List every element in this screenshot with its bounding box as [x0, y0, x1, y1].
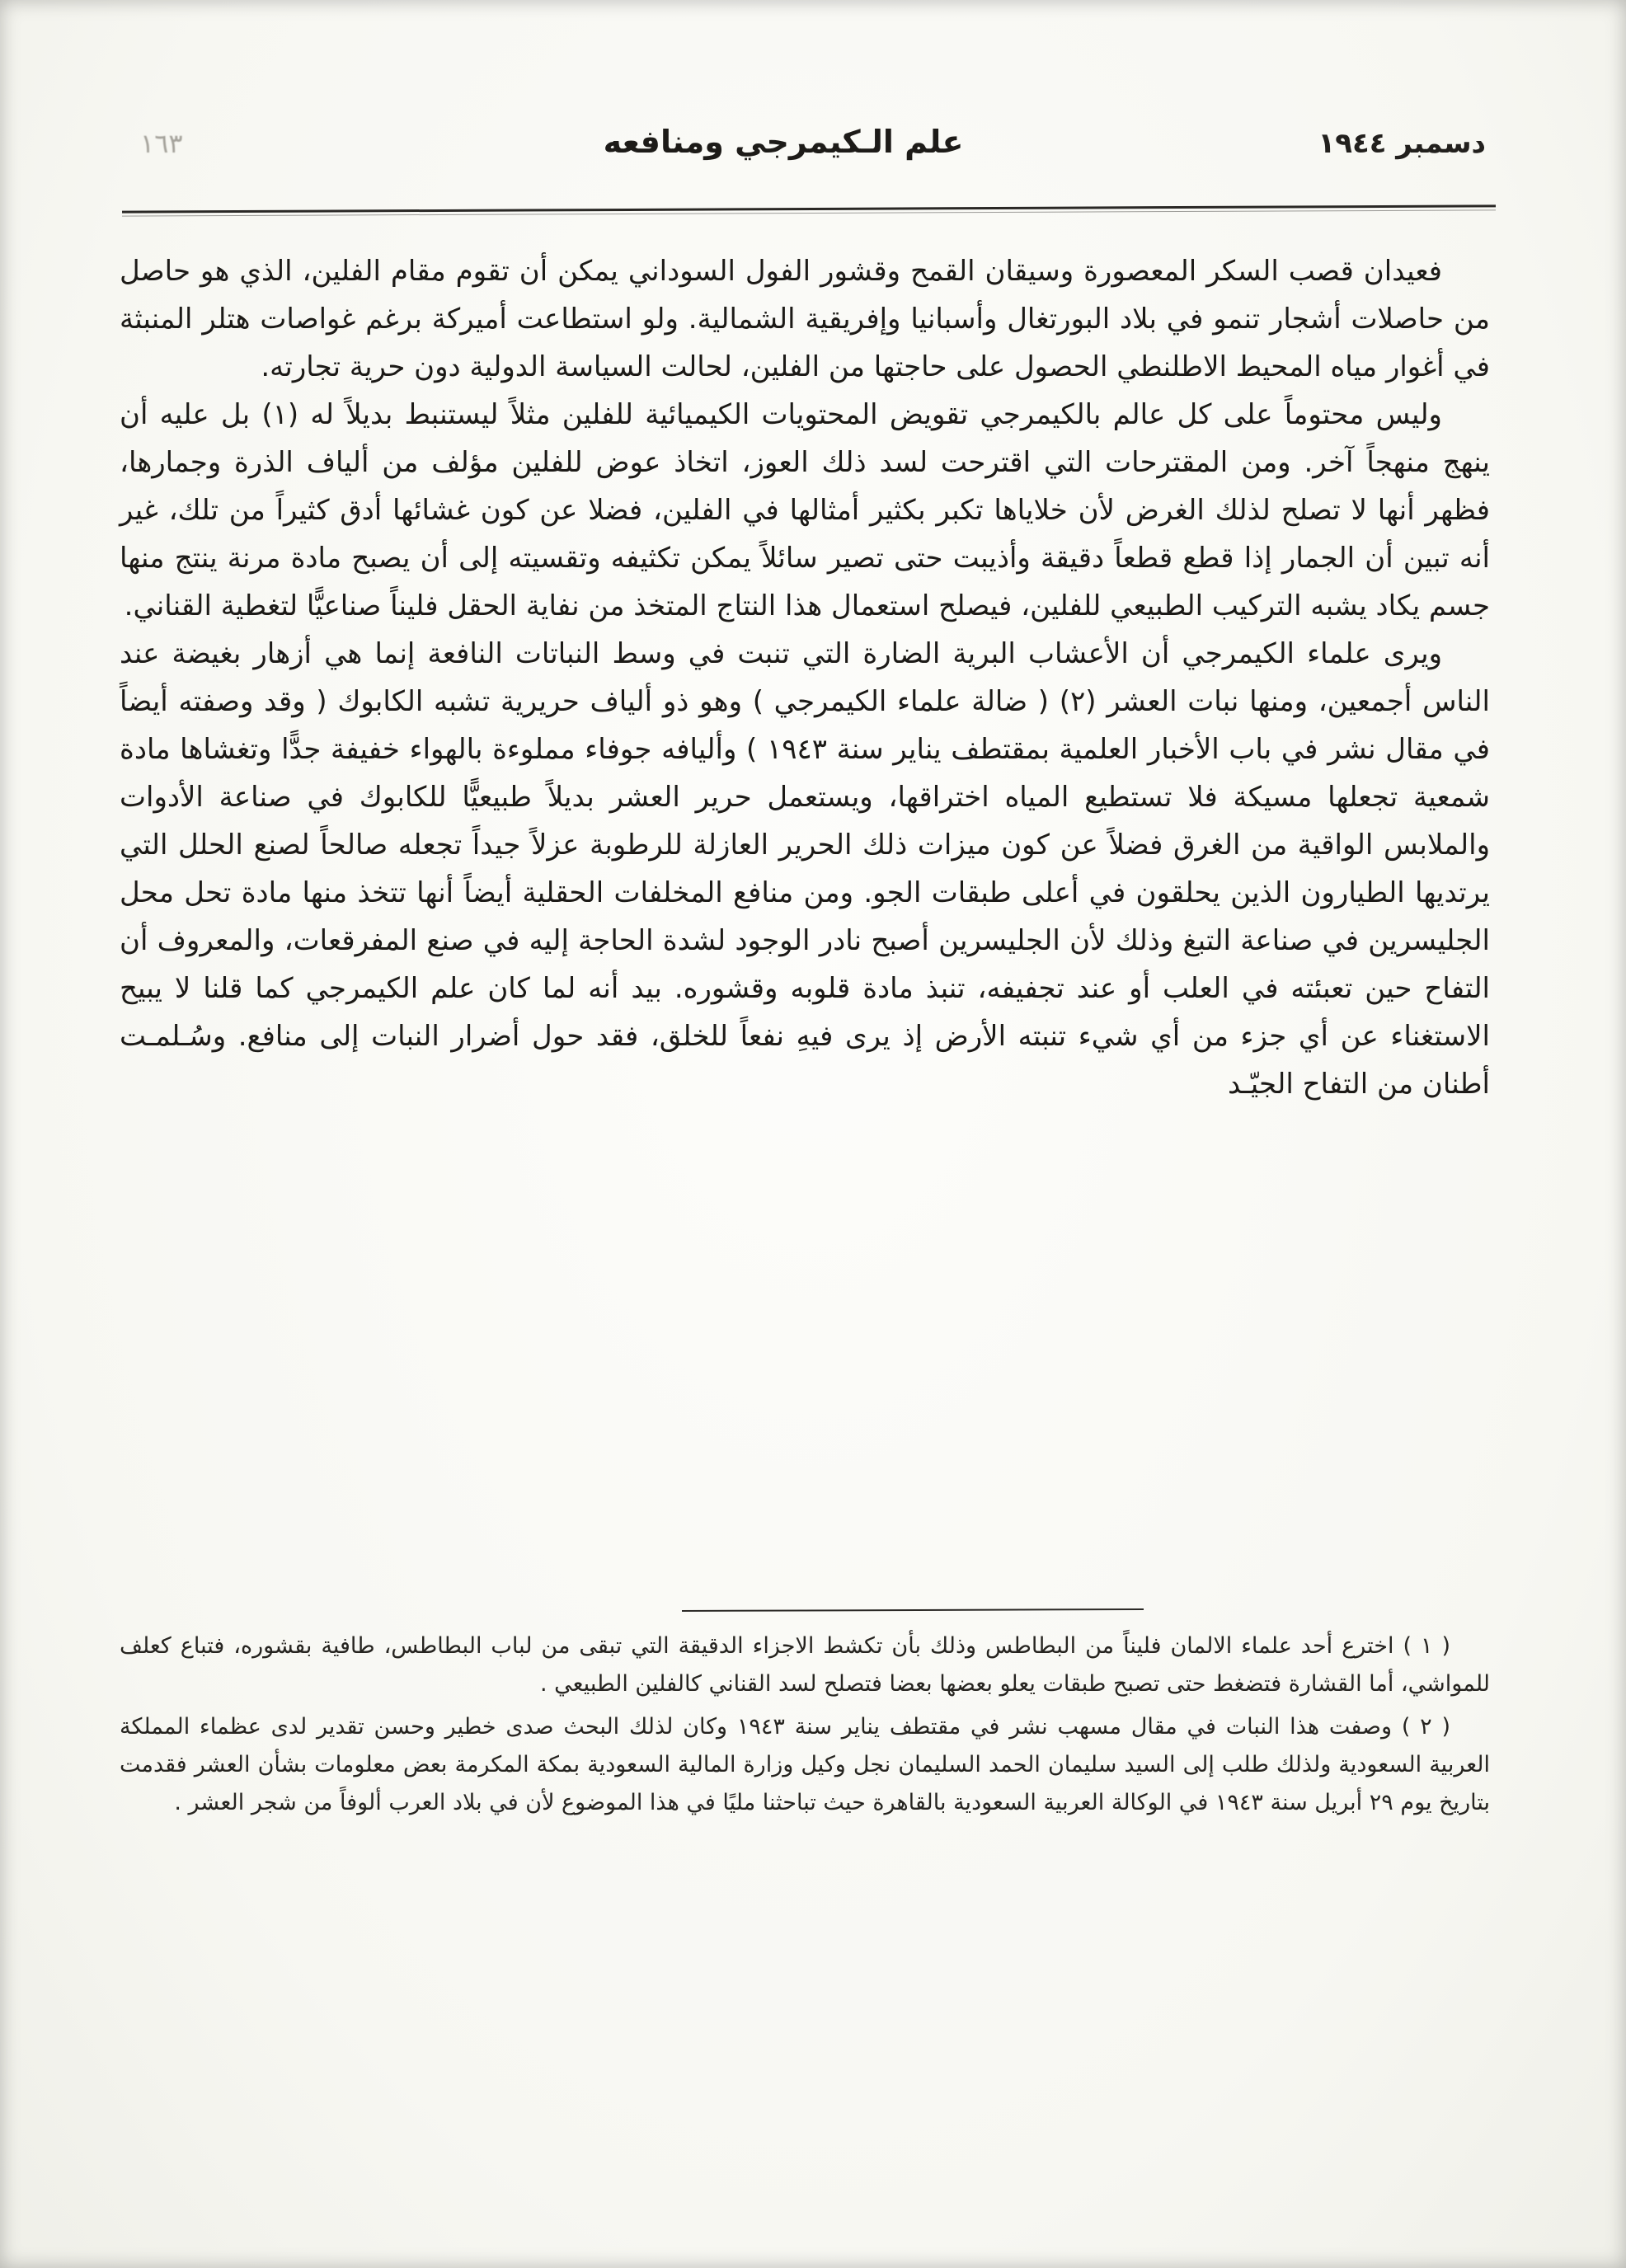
footnote-divider [682, 1608, 1144, 1612]
footnote-1: ( ١ ) اخترع أحد علماء الالمان فليناً من البطاطس وذلك بأن تكشط الاجزاء الدقيقة التي تبقى من لباب البطاطس، طافية بقشوره، فتباع كعلف للمواشي، أما القشارة فتضغط حتى تصبح طبقات يعلو بعضها بعضا فتصلح لسد القناني كالفلين الطبيعي . [120, 1633, 1490, 1697]
journal-date: دسمبر ١٩٤٤ [1318, 127, 1486, 160]
article-body [120, 247, 1490, 1108]
page-header [140, 124, 1486, 160]
body-paragraph-3: ويرى علماء الكيمرجي أن الأعشاب البرية الضارة التي تنبت في وسط النباتات النافعة إنما هي أزهار بغيضة عند الناس أجمعين، ومنها نبات العشر (٢) ( ضالة علماء الكيمرجي ) وهو ذو ألياف حريرية تشبه الكابوك ( وقد وصفته أيضاً في مقال نشر في باب الأخبار العلمية بمقتطف يناير سنة ١٩٤٣ ) وأليافه جوفاء مملوءة بالهواء خفيفة جدًّا وتغشاها مادة شمعية تجعلها مسيكة فلا تستطيع المياه اختراقها، ويستعمل حرير العشر بديلاً طبيعيًّا للكابوك في صناعة الأدوات والملابس الواقية من الغرق فضلاً عن كون ميزات ذلك الحرير العازلة للرطوبة عزلاً جيداً تجعله صالحاً لصنع الحلل التي يرتديها الطيارون الذين يحلقون في أعلى طبقات الجو. ومن منافع المخلفات الحقلية أيضاً أنها تتخذ منها مادة تحل محل الجليسرين في صناعة التبغ وذلك لأن الجليسرين أصبح نادر الوجود لشدة الحاجة إليه في صنع المفرقعات، والمعروف أن التفاح حين تعبئته في العلب أو عند تجفيفه، تنبذ مادة قلوبه وقشوره. بيد أنه لما كان علم الكيمرجي كما قلنا لا يبيح الاستغناء عن أي جزء من أي شيء تنبته الأرض إذ يرى فيهِ نفعاً للخلق، فقد حول أضرار النبات إلى منافع. وسُـلمـت أطنان من التفاح الجيّـد [120, 637, 1490, 1101]
body-paragraph-2: وليس محتوماً على كل عالم بالكيمرجي تقويض المحتويات الكيميائية للفلين مثلاً ليستنبط بديلاً له (١) بل عليه أن ينهج منهجاً آخر. ومن المقترحات التي اقترحت لسد ذلك العوز، اتخاذ عوض للفلين مؤلف من ألياف الذرة وجمارها، فظهر أنها لا تصلح لذلك الغرض لأن خلاياها تكبر بكثير أمثالها في الفلين، فضلا عن كون غشائها أدق كثيراً من تلك، غير أنه تبين أن الجمار إذا قطع قطعاً دقيقة وأذيبت حتى تصير سائلاً يمكن تكثيفه وتقسيته إلى أن يصبح مادة مرنة ينتج منها جسم يكاد يشبه التركيب الطبيعي للفلين، فيصلح استعمال هذا النتاج المتخذ من نفاية الحقل فليناً صناعيًّا لتغطية القناني. [120, 398, 1490, 622]
footnotes-section [120, 1609, 1490, 1827]
article-title: علم الـكيمرجي ومنافعه [603, 124, 964, 160]
page-number: ١٦٣ [140, 128, 183, 159]
footnote-2: ( ٢ ) وصفت هذا النبات في مقال مسهب نشر في مقتطف يناير سنة ١٩٤٣ وكان لذلك البحث صدى خطير وحسن تقدير لدى عظماء المملكة العربية السعودية ولذلك طلب إلى السيد سليمان الحمد السليمان نجل وكيل وزارة المالية السعودية بمكة المكرمة بعض معلومات بشأن العشر فقدمت بتاريخ يوم ٢٩ أبريل سنة ١٩٤٣ في الوكالة العربية السعودية بالقاهرة حيث تباحثنا مليًا في هذا الموضوع لأن في بلاد العرب ألوفاً من شجر العشر . [120, 1714, 1490, 1815]
body-paragraph-1: فعيدان قصب السكر المعصورة وسيقان القمح وقشور الفول السوداني يمكن أن تقوم مقام الفلين، الذي هو حاصل من حاصلات أشجار تنمو في بلاد البورتغال وأسبانيا وإفريقية الشمالية. ولو استطاعت أميركة برغم غواصات هتلر المنبثة في أغوار مياه المحيط الاطلنطي الحصول على حاجتها من الفلين، لحالت السياسة الدولية دون حرية تجارته. [120, 255, 1490, 383]
